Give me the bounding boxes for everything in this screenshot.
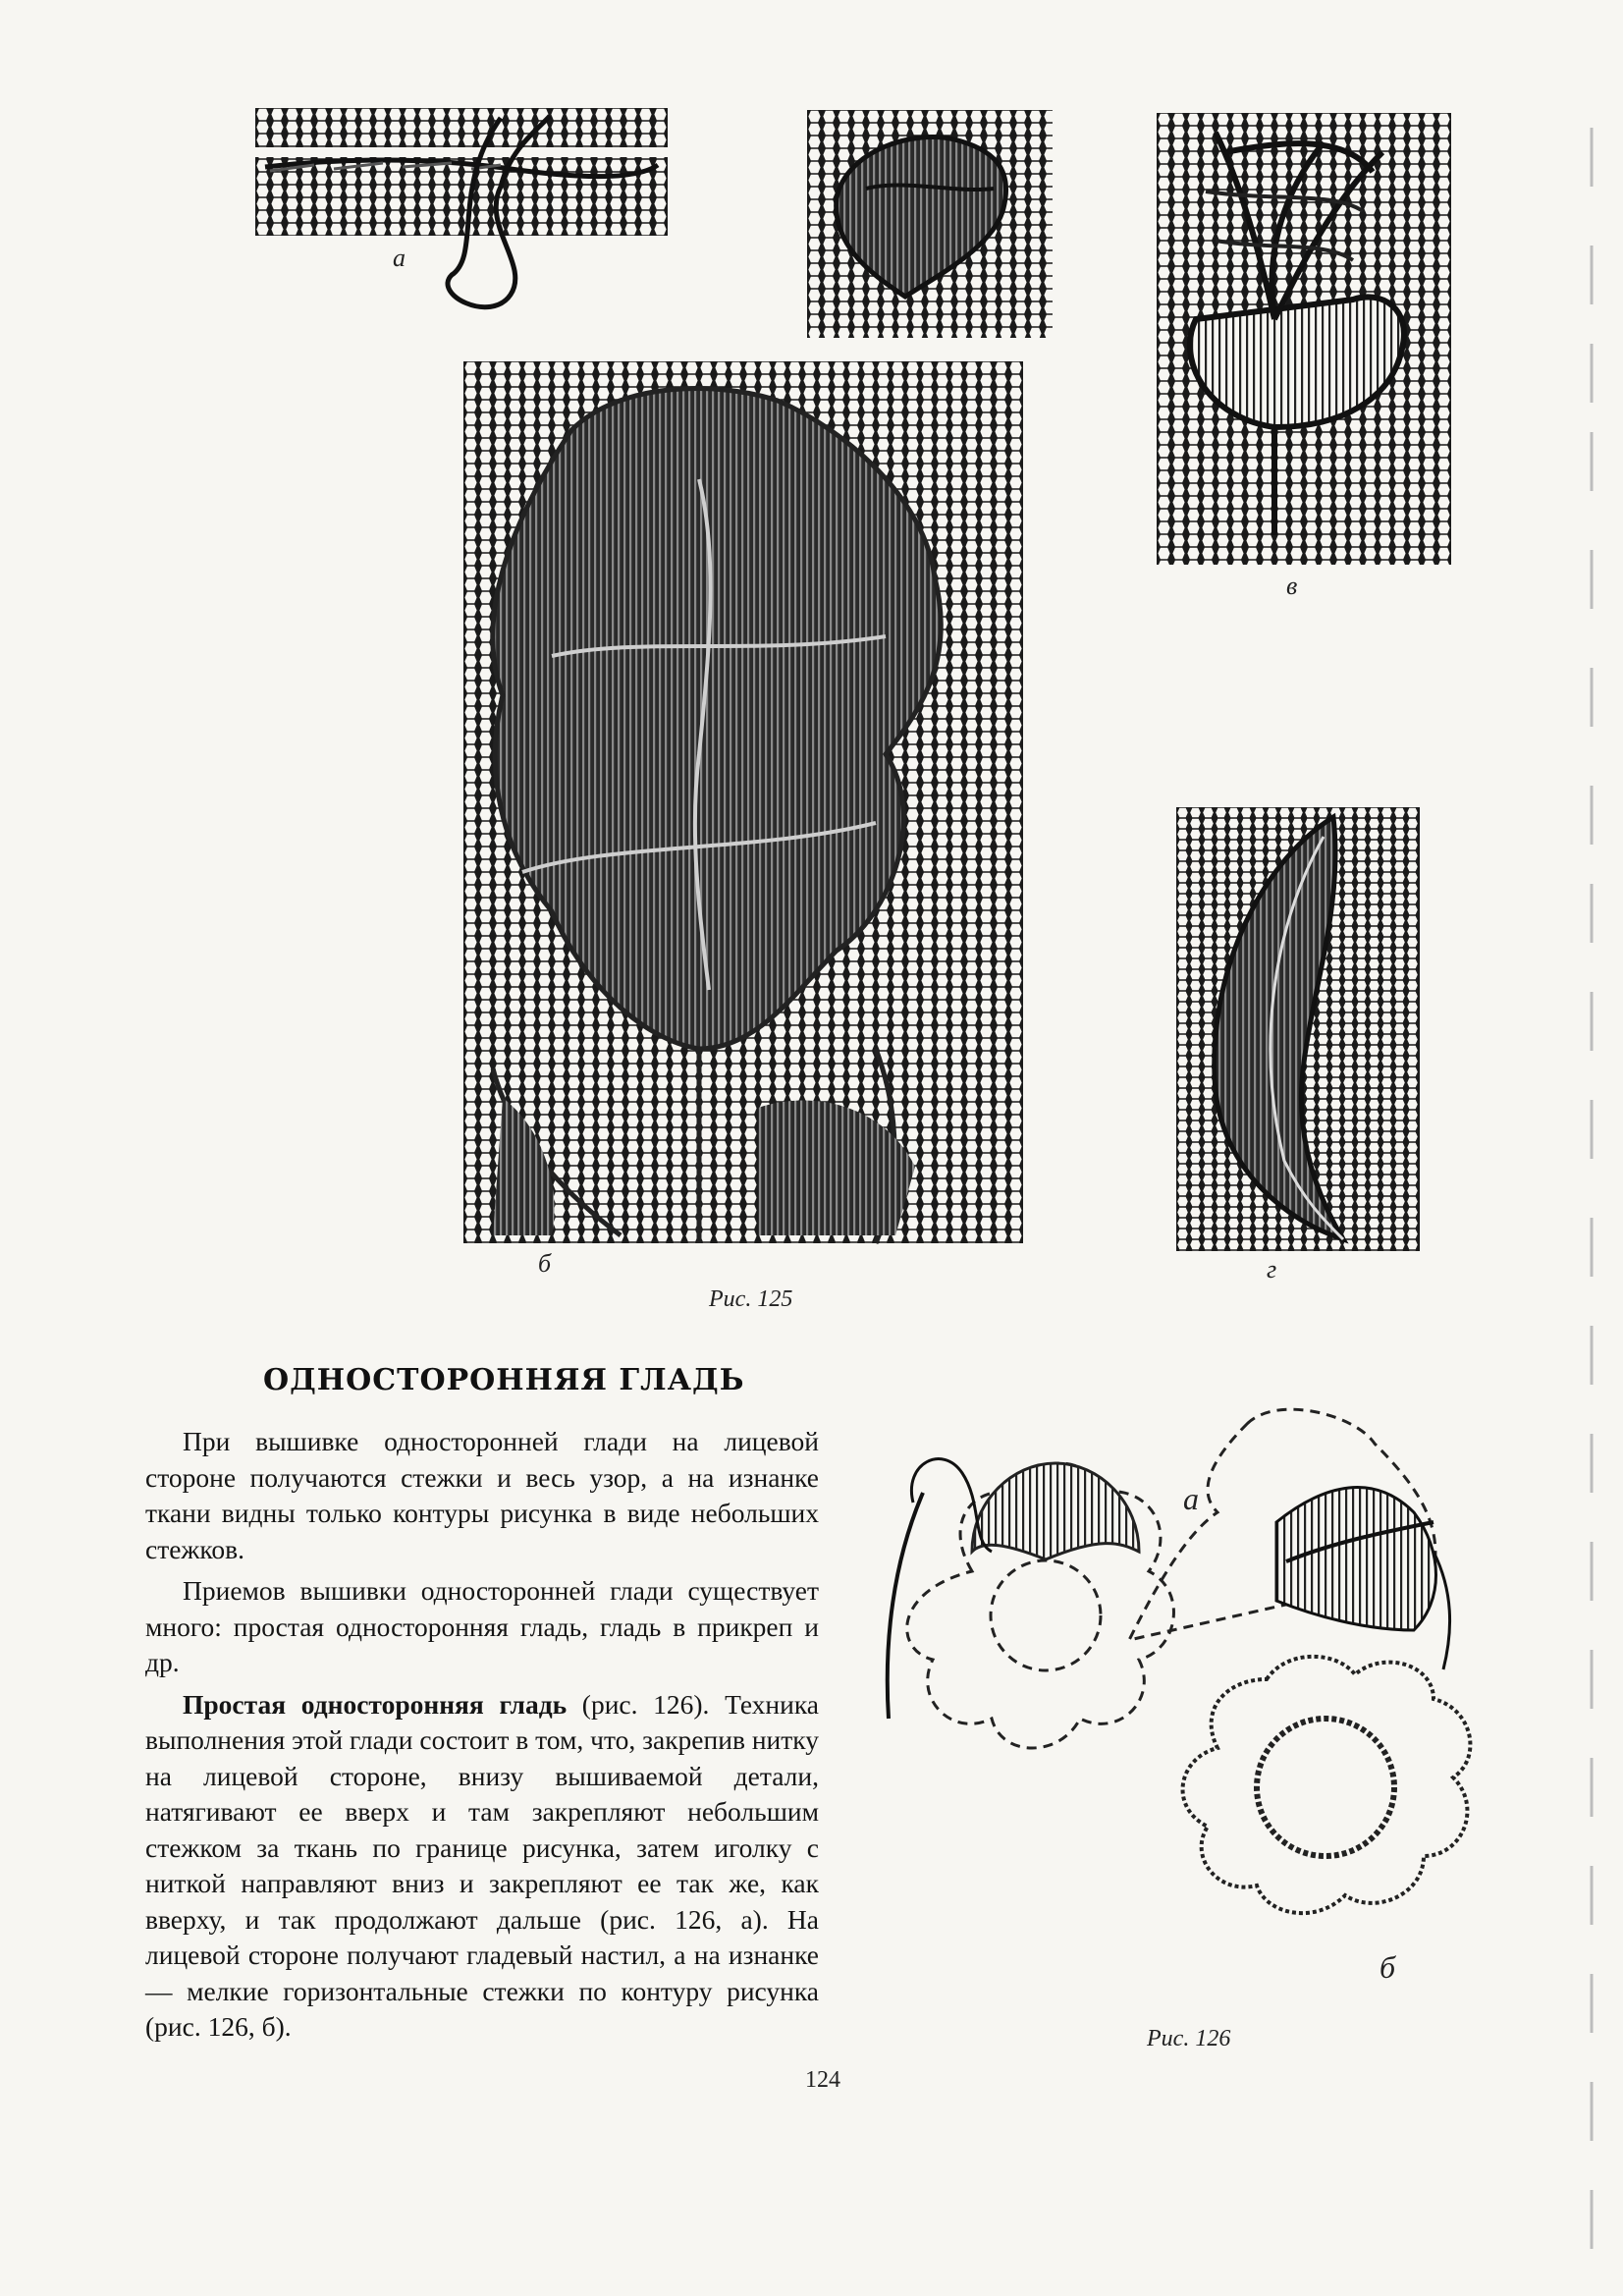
figure-126-label-a: а xyxy=(1183,1481,1199,1516)
figure-126-caption: Рис. 126 xyxy=(1147,2026,1231,2051)
figure-125-b-image xyxy=(463,361,1023,1243)
paragraph-2-text: Приемов вышивки односторонней глади существует много: простая односторонняя гладь, гладь в прикреп и др. xyxy=(145,1575,819,1677)
figure-125-label-g: г xyxy=(1267,1255,1277,1284)
page-number: 124 xyxy=(805,2067,840,2093)
binding-edge-marks xyxy=(1564,0,1623,2296)
figure-125-v-image xyxy=(1157,113,1451,565)
paragraph-1-text: При вышивке односторонней глади на лицевой стороне получаются стежки и весь узор, а на изнанке ткани видны только контуры рисунка в виде небольших стежков. xyxy=(145,1426,819,1564)
paragraph-1 xyxy=(145,1424,819,1567)
figure-125-caption: Рис. 125 xyxy=(709,1286,793,1312)
section-heading: ОДНОСТОРОННЯЯ ГЛАДЬ xyxy=(263,1363,745,1397)
paragraph-3 xyxy=(145,1687,819,2046)
paragraph-3-lead: Простая односторонняя гладь xyxy=(183,1688,568,1720)
paragraph-3-text: (рис. 126). Техника выполнения этой глади состоит в том, что, закрепив нитку на лицевой стороне, внизу вышиваемой детали, натягивают ее вверх и там закрепляют небольшим стежком за ткань по границе рисунка, затем иголку с ниткой направляют вниз и закрепляют ее так же, как вверху, и так продолжают дальше (рис. 126, а). На лицевой стороне получают гладевый настил, а на изнанке — мелкие горизонтальные стежки по контуру рисунка (рис. 126, б). xyxy=(145,1688,820,2042)
body-text xyxy=(145,1424,819,2051)
figure-125-leaf-image xyxy=(807,110,1053,338)
figure-125-label-v: в xyxy=(1286,572,1298,600)
figure-125-g-image xyxy=(1176,807,1420,1251)
figure-125-label-a: а xyxy=(393,244,406,272)
figure-125-a-image xyxy=(255,108,668,324)
figure-125-label-b: б xyxy=(538,1249,552,1278)
figure-126-label-b: б xyxy=(1380,1949,1396,1985)
paragraph-2 xyxy=(145,1573,819,1681)
